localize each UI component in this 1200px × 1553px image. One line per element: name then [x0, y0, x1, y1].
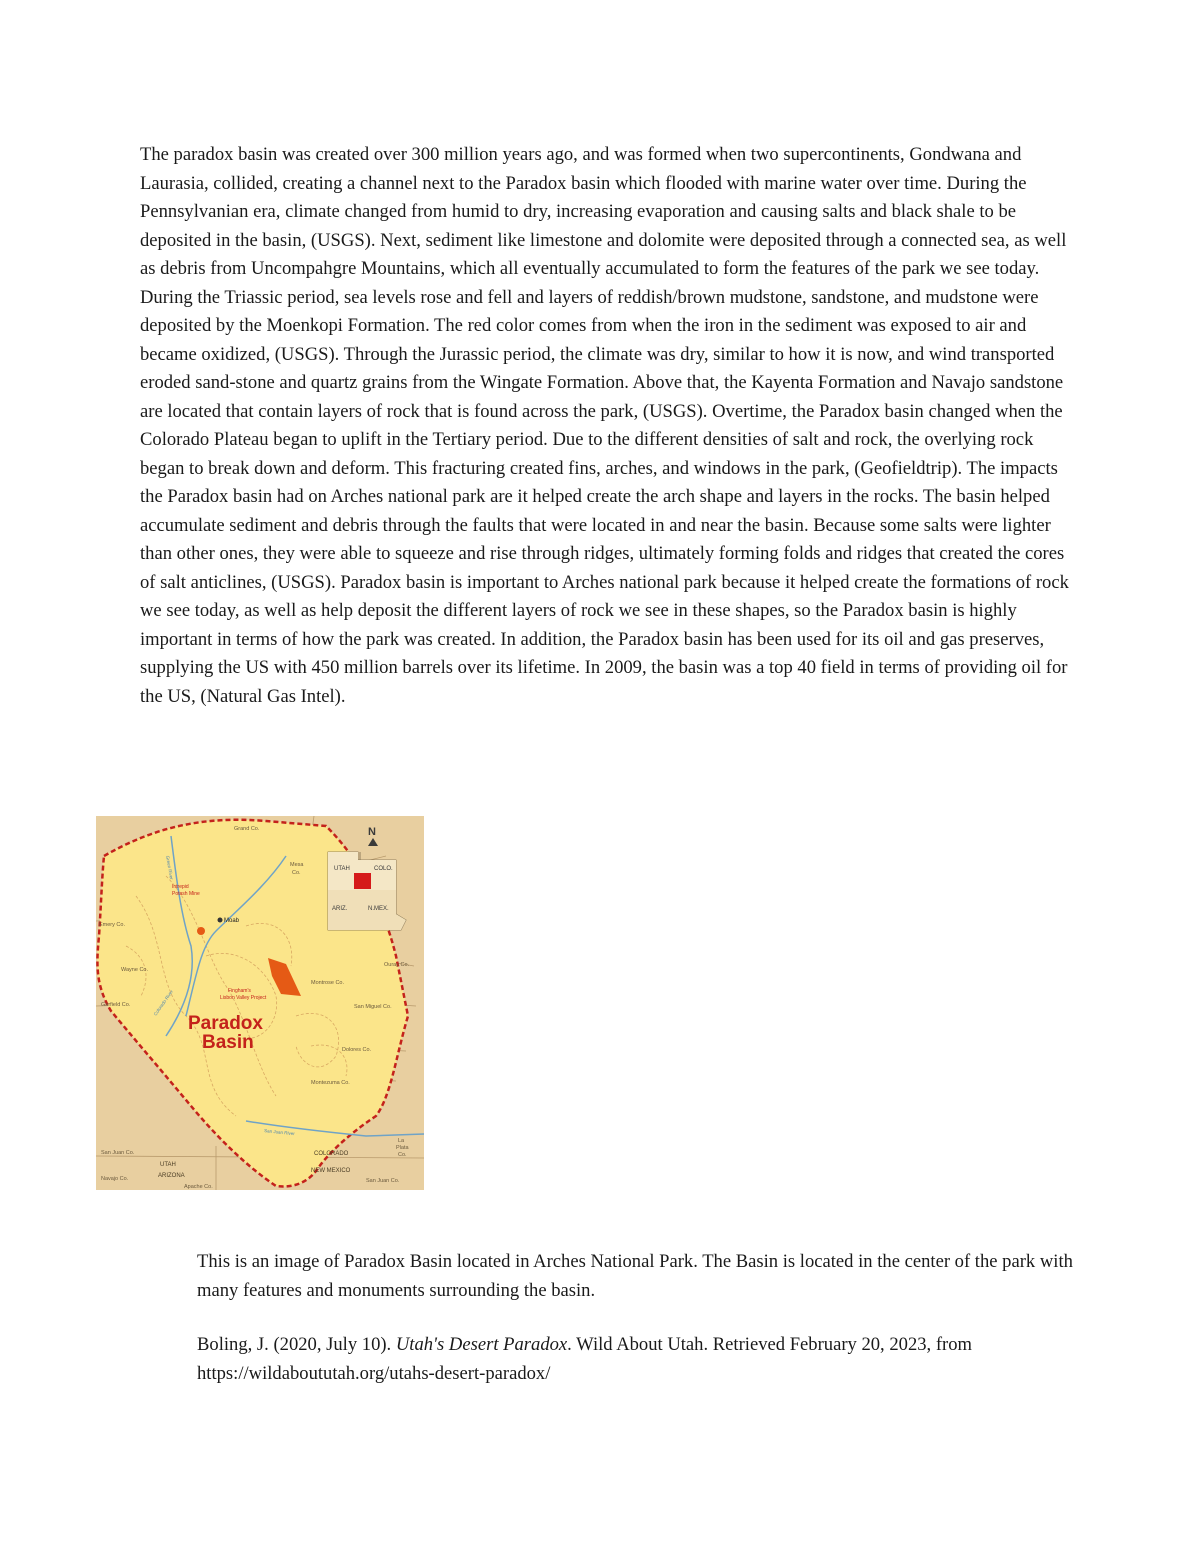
label-sanjuan-nm-county: San Juan Co.	[366, 1178, 400, 1184]
label-utah-state: UTAH	[160, 1162, 176, 1168]
label-newmexico-state: NEW MEXICO	[311, 1168, 351, 1174]
inset-basin-highlight	[354, 873, 371, 889]
label-laplata-county-2: Plata	[396, 1145, 409, 1151]
label-project-1: Fingham's	[228, 988, 251, 994]
label-grand-county: Grand Co.	[234, 826, 260, 832]
inset-ariz-label: ARIZ.	[332, 906, 348, 912]
label-arizona-state: ARIZONA	[158, 1173, 185, 1179]
label-laplata-county-1: La	[398, 1138, 405, 1144]
map-title-line2: Basin	[202, 1032, 254, 1053]
label-emery-county: Emery Co.	[99, 922, 125, 928]
label-apache-county: Apache Co.	[184, 1184, 213, 1190]
label-sanjuan-ut-county: San Juan Co.	[101, 1150, 135, 1156]
label-colorado-state: COLORADO	[314, 1151, 349, 1157]
citation-suffix: . Wild About Utah. Retrieved February 20, 2023, from https://wildaboututah.org/utahs-desert-paradox/	[197, 1334, 972, 1384]
label-ouray-county: Ouray Co.	[384, 962, 410, 968]
inset-nmex-label: N.MEX.	[368, 906, 389, 912]
label-garfield-county: Garfield Co.	[101, 1002, 131, 1008]
label-colorado-river: Colorado River	[152, 989, 175, 1017]
label-mesa-county-2: Co.	[292, 870, 301, 876]
label-montrose-county: Montrose Co.	[311, 980, 345, 986]
citation	[197, 1331, 1077, 1388]
label-project-2: Lisbon Valley Project	[220, 995, 267, 1001]
paradox-basin-map	[96, 816, 424, 1190]
map-title-line1: Paradox	[188, 1013, 263, 1034]
label-potash-mine-2: Potash Mine	[172, 891, 200, 897]
label-sanjuan-river: San Juan River	[263, 1128, 296, 1137]
label-dolores-county: Dolores Co.	[342, 1047, 372, 1053]
potash-mine-marker	[197, 927, 205, 935]
inset-colo-label: COLO.	[374, 866, 393, 872]
label-moab: Moab	[224, 918, 240, 924]
citation-prefix: Boling, J. (2020, July 10).	[197, 1334, 396, 1355]
label-mesa-county-1: Mesa	[290, 862, 304, 868]
label-laplata-county-3: Co.	[398, 1152, 407, 1158]
inset-utah-label: UTAH	[334, 866, 350, 872]
label-montezuma-county: Montezuma Co.	[311, 1080, 350, 1086]
label-wayne-county: Wayne Co.	[121, 967, 149, 973]
label-green-river: Green River	[165, 855, 175, 881]
moab-marker	[218, 918, 223, 923]
figure-caption: This is an image of Paradox Basin located in Arches National Park. The Basin is located in the center of the park with many features and monuments surrounding the basin.	[197, 1251, 1073, 1301]
citation-title: Utah's Desert Paradox	[395, 1334, 568, 1355]
label-navajo-county: Navajo Co.	[101, 1176, 129, 1182]
body-paragraph: The paradox basin was created over 300 million years ago, and was formed when two supercontinents, Gondwana and Laurasia, collided, creating a channel next to the Paradox basin which flooded with marine water over time. During the Pennsylvanian era, climate changed from humid to dry, increasing evaporation and causing salts and black shale to be deposited in the basin, (USGS). Next, sediment like limestone and dolomite were deposited through a connected sea, as well as debris from Uncompahgre Mountains, which all eventually accumulated to form the features of the park we see today. During the Triassic period, sea levels rose and fell and layers of reddish/brown mudstone, sandstone, and mudstone were deposited by the Moenkopi Formation. The red color comes from when the iron in the sediment was exposed to air and became oxidized, (USGS). Through the Jurassic period, the climate was dry, similar to how it is now, and wind transported eroded sand-stone and quartz grains from the Wingate Formation. Above that, the Kayenta Formation and Navajo sandstone are located that contain layers of rock that is found across the park, (USGS). Overtime, the Paradox basin changed when the Colorado Plateau began to uplift in the Tertiary period. Due to the different densities of salt and rock, the overlying rock began to break down and deform. This fracturing created fins, arches, and windows in the park, (Geofieldtrip). The impacts the Paradox basin had on Arches national park are it helped create the arch shape and layers in the rocks. The basin helped accumulate sediment and debris through the faults that were located in and near the basin. Because some salts were lighter than other ones, they were able to squeeze and rise through ridges, ultimately forming folds and ridges that created the cores of salt anticlines, (USGS). Paradox basin is important to Arches national park because it helped create the formations of rock we see today, as well as help deposit the different layers of rock we see in these shapes, so the Paradox basin is highly important in terms of how the park was created. In addition, the Paradox basin has been used for its oil and gas preserves, supplying the US with 450 million barrels over its lifetime. In 2009, the basin was a top 40 field in terms of providing oil for the US, (Natural Gas Intel).	[140, 144, 1069, 707]
north-label: N	[368, 826, 376, 838]
label-potash-mine-1: Intrepid	[172, 884, 189, 890]
label-sanmiguel-county: San Miguel Co.	[354, 1004, 392, 1010]
